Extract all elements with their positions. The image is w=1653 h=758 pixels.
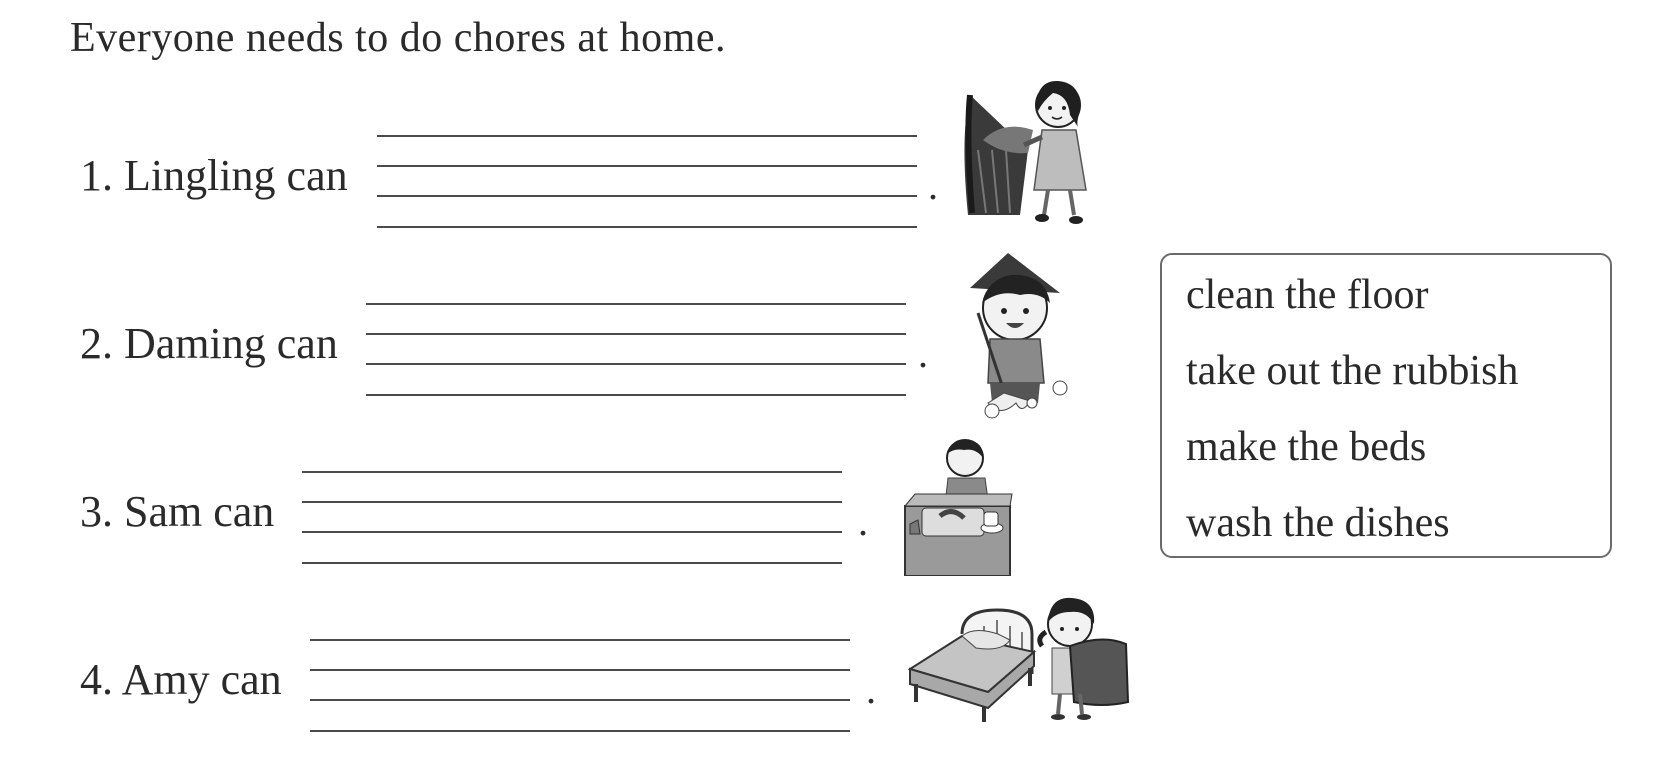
answer-lines[interactable] <box>377 135 917 235</box>
sentence-period: . <box>928 163 938 208</box>
sentence-period: . <box>858 499 868 544</box>
intro-text: Everyone needs to do chores at home. <box>70 15 726 61</box>
boy-sweeping-floor-picture <box>960 253 1080 428</box>
answer-lines[interactable] <box>310 639 850 739</box>
sentence-period: . <box>918 331 928 376</box>
item-label: 4. Amy can <box>80 655 282 704</box>
exercise-item-3 <box>0 426 1100 546</box>
word-bank-phrase: clean the floor <box>1186 272 1429 318</box>
girl-making-bed-picture <box>902 574 1142 724</box>
word-bank-phrase: make the beds <box>1186 424 1427 470</box>
word-bank-phrase: wash the dishes <box>1186 500 1450 546</box>
exercise-item-2 <box>0 258 1100 378</box>
word-bank-phrase: take out the rubbish <box>1186 348 1519 394</box>
item-label: 3. Sam can <box>80 487 275 536</box>
exercise-item-4 <box>0 594 1100 714</box>
item-label: 2. Daming can <box>80 319 338 368</box>
sentence-period: . <box>866 667 876 712</box>
answer-lines[interactable] <box>366 303 906 403</box>
item-label: 1. Lingling can <box>80 151 348 200</box>
word-bank-box <box>1160 253 1612 558</box>
answer-lines[interactable] <box>302 471 842 571</box>
exercise-item-1 <box>0 90 1100 210</box>
boy-washing-dishes-picture <box>900 436 1020 576</box>
girl-with-rubbish-bin-picture <box>958 75 1098 235</box>
